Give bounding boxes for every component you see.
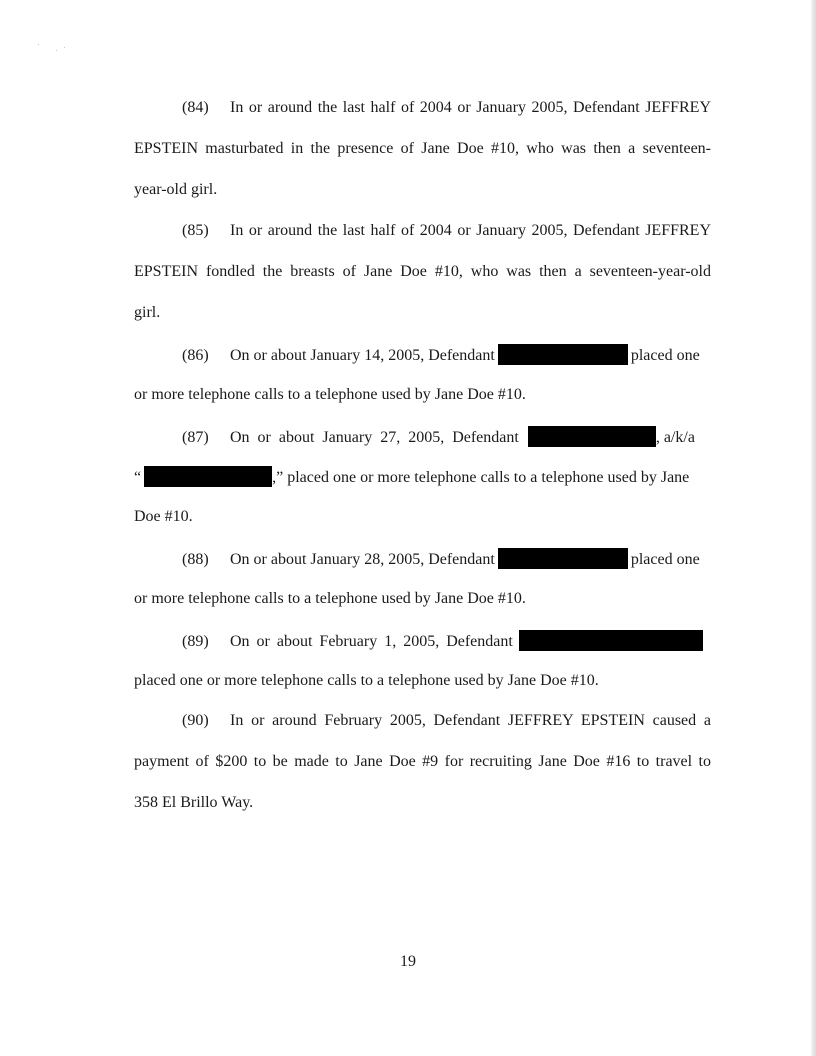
paragraph-text: On or about January 27, 2005, Defendant — [230, 429, 519, 446]
paragraph-text: In or around February 2005, Defendant JEFFREY EPSTEIN caused a — [230, 712, 711, 729]
redaction-box — [498, 344, 628, 365]
paragraph-text: In or around the last half of 2004 or January 2005, Defendant JEFFREY — [230, 99, 711, 116]
paragraph-90-line-1 — [182, 711, 711, 731]
paragraph-89-line-2: placed one or more telephone calls to a telephone used by Jane Doe #10. — [134, 672, 599, 689]
paragraph-86-line-2: or more telephone calls to a telephone used by Jane Doe #10. — [134, 386, 526, 403]
paragraph-85-line-1 — [182, 221, 711, 241]
paragraph-text: In or around the last half of 2004 or January 2005, Defendant JEFFREY — [230, 222, 711, 239]
redaction-box — [519, 630, 703, 651]
paragraph-84-line-2: EPSTEIN masturbated in the presence of Jane Doe #10, who was then a seventeen- — [134, 140, 711, 157]
redaction-box — [528, 426, 656, 447]
paragraph-text: , a/k/a — [655, 429, 695, 446]
redaction-box — [498, 548, 628, 569]
paragraph-88-line-2: or more telephone calls to a telephone used by Jane Doe #10. — [134, 590, 526, 607]
paragraph-89-line-1 — [182, 630, 711, 652]
paragraph-90-line-2: payment of $200 to be made to Jane Doe #9 for recruiting Jane Doe #16 to travel to — [134, 753, 711, 770]
paragraph-number: (88) — [182, 551, 209, 568]
paragraph-text: placed one — [630, 551, 700, 568]
paragraph-87-line-3: Doe #10. — [134, 508, 193, 525]
paragraph-88-line-1 — [182, 548, 711, 570]
paragraph-87-line-2 — [134, 466, 711, 488]
paragraph-number: (90) — [182, 712, 209, 729]
paragraph-text: On or about January 28, 2005, Defendant — [230, 551, 495, 568]
paragraph-85-line-3: girl. — [134, 304, 161, 321]
open-quote: “ — [134, 469, 142, 486]
paragraph-86-line-1 — [182, 344, 711, 366]
paragraph-84-line-1 — [182, 98, 711, 118]
paragraph-text: On or about January 14, 2005, Defendant — [230, 347, 495, 364]
paragraph-87-line-1 — [182, 426, 711, 448]
paragraph-number: (87) — [182, 429, 209, 446]
paragraph-text: ,” placed one or more telephone calls to a telephone used by Jane — [272, 469, 690, 486]
paragraph-text: placed one — [630, 347, 700, 364]
paragraph-number: (85) — [182, 222, 209, 239]
paragraph-85-line-2: EPSTEIN fondled the breasts of Jane Doe #10, who was then a seventeen-year-old — [134, 263, 711, 280]
scan-speck — [38, 44, 39, 45]
redaction-box — [144, 466, 272, 487]
paragraph-number: (86) — [182, 347, 209, 364]
page-edge-shadow — [811, 0, 816, 1056]
paragraph-84-line-3: year-old girl. — [134, 181, 218, 198]
scan-speck — [56, 50, 57, 51]
scan-speck — [64, 47, 65, 48]
paragraph-number: (84) — [182, 99, 209, 116]
page-number: 19 — [400, 953, 416, 970]
paragraph-90-line-3: 358 El Brillo Way. — [134, 794, 254, 811]
paragraph-number: (89) — [182, 633, 209, 650]
paragraph-text: On or about February 1, 2005, Defendant — [230, 633, 513, 650]
